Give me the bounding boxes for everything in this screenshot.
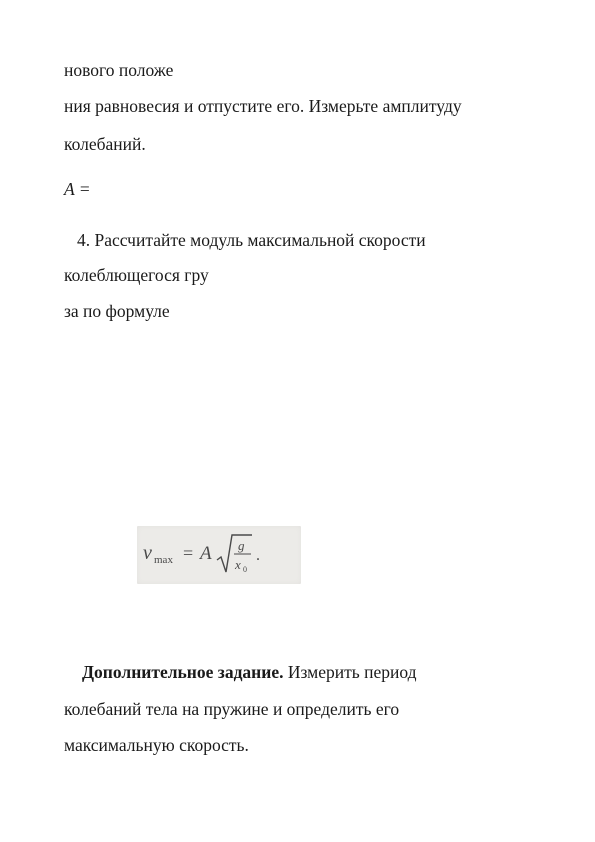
formula-svg [137,526,301,584]
extra-task-label: Дополнительное задание. [82,662,284,682]
step-4-text: 4. Рассчитайте модуль максимальной скорости [77,230,426,250]
formula-x-subscript: 0 [243,565,247,574]
formula-equals: = [183,543,194,563]
extra-task-line-1 [82,661,417,683]
amplitude-label: A = [64,179,91,199]
formula-period: . [256,547,260,564]
extra-task-line-3: максимальную скорость. [64,735,249,755]
text-line-7: за по формуле [64,301,170,321]
extra-task-text: Измерить период [283,662,417,682]
formula-x: x [235,557,241,572]
formula-subscript-max: max [154,554,173,566]
formula-image [137,526,301,584]
extra-task-line-2: колебаний тела на пружине и определить его [64,699,400,719]
formula-A: A [200,543,212,564]
text-line-3: колебаний. [64,134,146,154]
text-line-1: нового положе [64,60,174,80]
text-line-2: ния равновесия и отпустите его. Измерьте амплитуду [64,96,462,116]
text-line-6: колеблющегося гру [64,265,209,285]
formula-v: v [143,542,152,564]
formula-g: g [238,538,245,553]
